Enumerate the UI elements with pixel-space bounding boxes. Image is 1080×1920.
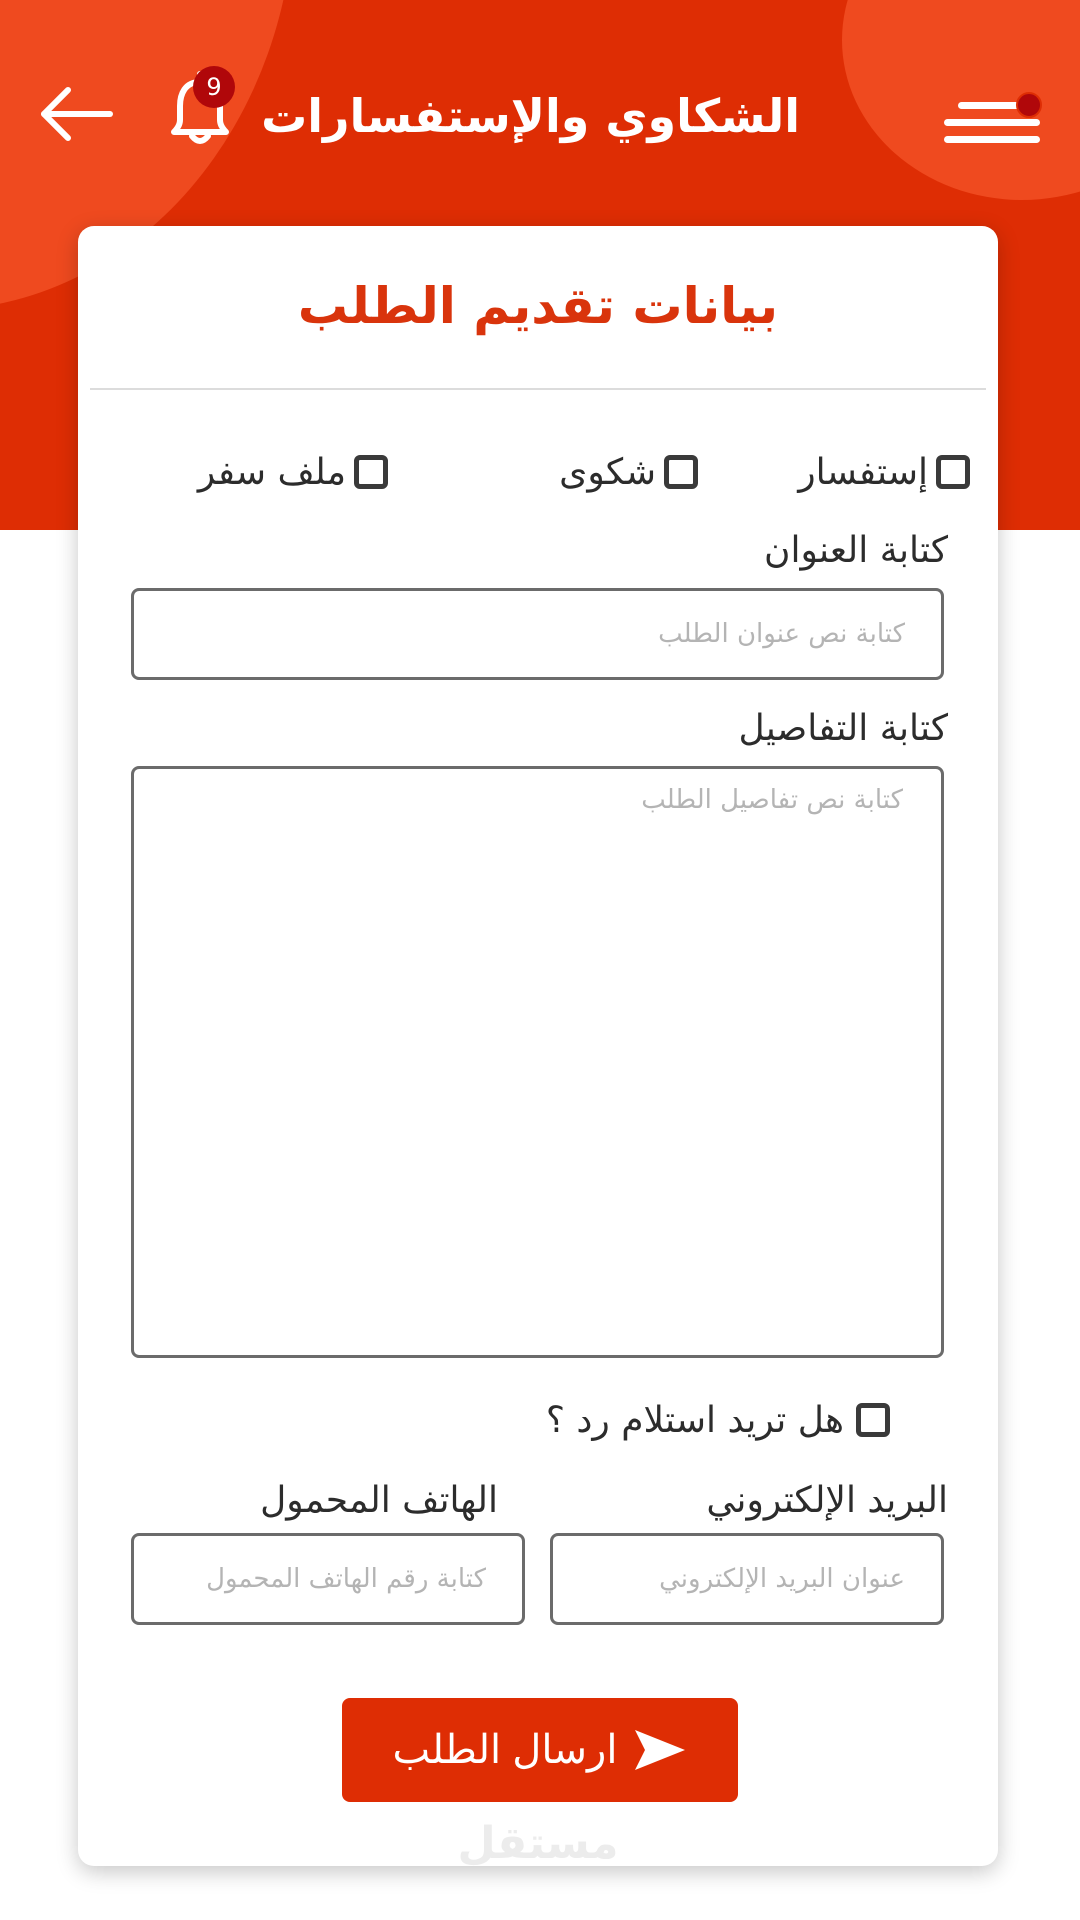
submit-button[interactable] — [342, 1698, 738, 1802]
phone-label: الهاتف المحمول — [260, 1480, 498, 1521]
divider — [90, 388, 986, 390]
page-title: الشكاوي والإستفسارات — [261, 89, 800, 143]
email-label: البريد الإلكتروني — [706, 1480, 948, 1521]
type-option-inquiry[interactable] — [798, 442, 970, 502]
type-option-label: ملف سفر — [197, 451, 346, 493]
checkbox[interactable] — [664, 455, 698, 489]
email-field[interactable] — [550, 1533, 944, 1625]
details-textarea[interactable] — [131, 766, 944, 1358]
type-option-travel-file[interactable] — [198, 442, 388, 502]
menu-bar — [944, 136, 1040, 143]
subject-label: كتابة العنوان — [764, 530, 948, 571]
checkbox[interactable] — [936, 455, 970, 489]
watermark-logo: مستقل — [457, 1818, 619, 1869]
type-option-label: إستفسار — [798, 451, 928, 493]
request-form-card — [78, 226, 998, 1869]
reply-option-label: هل تريد استلام رد ؟ — [545, 1399, 844, 1441]
submit-label: ارسال الطلب — [392, 1728, 618, 1772]
menu-bar — [944, 119, 1040, 126]
notification-badge: 9 — [193, 66, 235, 108]
checkbox[interactable] — [354, 455, 388, 489]
send-icon — [631, 1726, 687, 1774]
details-label: كتابة التفاصيل — [738, 708, 948, 749]
phone-field[interactable] — [131, 1533, 525, 1625]
type-option-label: شكوى — [559, 451, 656, 493]
checkbox[interactable] — [856, 1403, 890, 1437]
form-title: بيانات تقديم الطلب — [297, 277, 779, 335]
type-option-complaint[interactable] — [559, 442, 698, 502]
arrow-left-icon[interactable] — [38, 84, 114, 144]
menu-notification-dot — [1016, 92, 1042, 118]
reply-option[interactable] — [546, 1392, 890, 1448]
subject-input[interactable] — [131, 588, 944, 680]
